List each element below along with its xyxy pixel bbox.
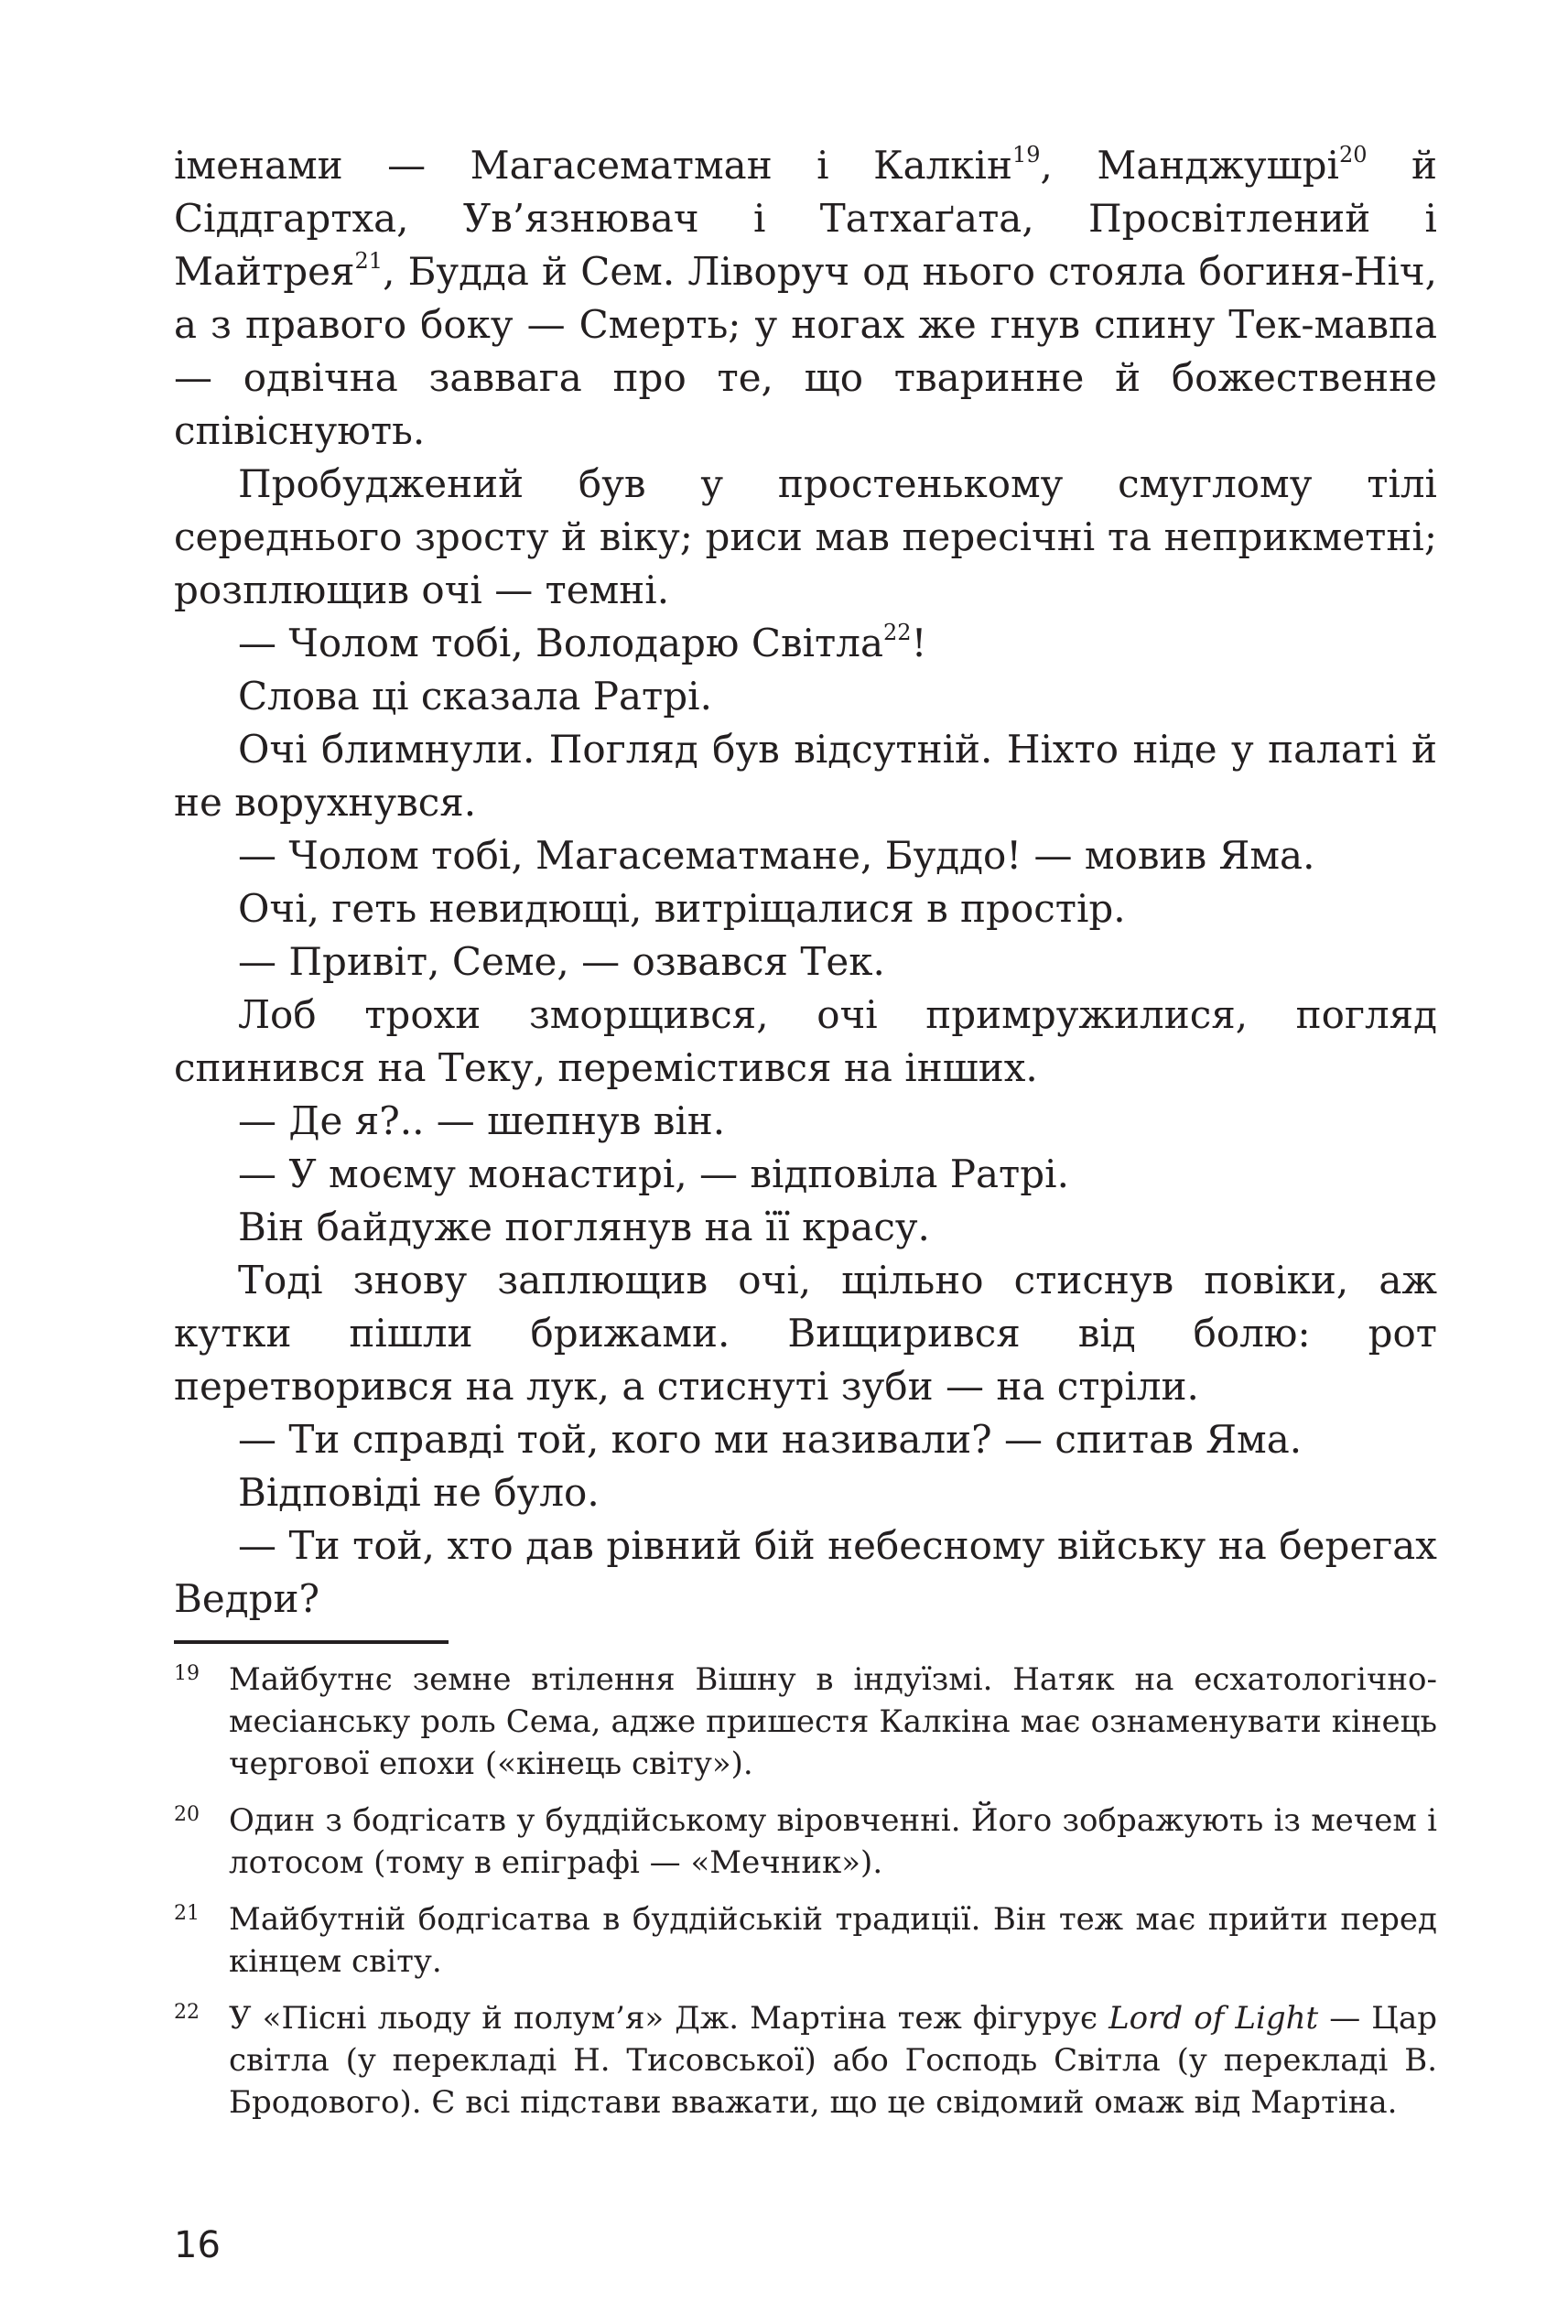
dialogue-line: — Ти справді той, кого ми називали? — спитав Яма. xyxy=(238,1417,1303,1462)
footnote-divider xyxy=(174,1640,449,1644)
paragraph: Очі, геть невидющі, витріщалися в простір. xyxy=(238,886,1126,931)
text-run: ! xyxy=(911,621,927,665)
dialogue-line: — Чолом тобі, Магасематмане, Буддо! — мовив Яма. xyxy=(238,833,1315,878)
dialogue-line: — Де я?.. — шепнув він. xyxy=(238,1098,726,1143)
paragraph: Відповіді не було. xyxy=(238,1470,600,1515)
footnote xyxy=(174,1997,1437,2124)
paragraph: Тоді знову заплющив очі, щільно стиснув повіки, аж кутки пішли брижами. Вищирився від болю: рот перетворився на лук, а стиснуті зуби — на стріли. xyxy=(174,1258,1437,1409)
footnote-number: 21 xyxy=(174,1902,200,1925)
footnote-number: 19 xyxy=(174,1662,200,1685)
italic-title: Lord of Light xyxy=(1108,2000,1319,2037)
text-run: — Чолом тобі, Володарю Світла xyxy=(238,621,884,665)
paragraph-continued xyxy=(174,139,1437,458)
paragraph: Лоб трохи зморщився, очі примружилися, погляд спинився на Теку, перемістився на інших. xyxy=(174,992,1437,1090)
dialogue-line: — Привіт, Семе, — озвався Тек. xyxy=(238,939,885,984)
footnotes xyxy=(174,1659,1437,2138)
footnote-ref-22[interactable]: 22 xyxy=(883,620,912,645)
footnote-number: 22 xyxy=(174,2001,200,2024)
paragraph: Слова ці сказала Ратрі. xyxy=(238,674,712,719)
footnote xyxy=(174,1800,1437,1884)
dialogue-line: — Ти той, хто дав рівний бій небесному війську на берегах Ведри? xyxy=(174,1523,1437,1621)
text-run: й Сіддгартха, Ув’язнювач і Татхаґата, Просвітлений і Майтрея xyxy=(174,143,1437,294)
text-run: іменами — Магасематман і Калкін xyxy=(174,143,1012,188)
footnote xyxy=(174,1898,1437,1983)
footnote-ref-20[interactable]: 20 xyxy=(1338,142,1368,168)
paragraph: Він байдуже поглянув на її красу. xyxy=(238,1205,930,1249)
footnote-ref-19[interactable]: 19 xyxy=(1011,142,1041,168)
footnote-text: Один з бодгісатв у буддійському віровченні. Його зображують із мечем і лотосом (тому в епіграфі — «Мечник»). xyxy=(229,1802,1437,1881)
footnote-ref-21[interactable]: 21 xyxy=(354,248,384,274)
paragraph: Пробуджений був у простенькому смуглому тілі середнього зросту й віку; риси мав пересічні та неприкметні; розплющив очі — темні. xyxy=(174,461,1437,612)
footnote-number: 20 xyxy=(174,1803,200,1826)
page-number: 16 xyxy=(174,2224,221,2266)
footnote-text: Майбутній бодгісатва в буддійській традиції. Він теж має прийти перед кінцем світу. xyxy=(229,1901,1437,1980)
main-text xyxy=(174,139,1437,1626)
dialogue-line xyxy=(174,617,1437,670)
text-run: У «Пісні льоду й полум’я» Дж. Мартіна теж фігурує xyxy=(229,2000,1109,2037)
paragraph: Очі блимнули. Погляд був відсутній. Ніхто ніде у палаті й не ворухнувся. xyxy=(174,727,1437,825)
text-run: — Цар світла (у перекладі Н. Тисовської) або Господь Світла (у перекладі В. Бродового). Є всі підстави вважати, що це свідомий омаж від Мартіна. xyxy=(229,2000,1437,2121)
footnote xyxy=(174,1659,1437,1785)
footnote-text: Майбутнє земне втілення Вішну в індуїзмі. Натяк на есхатологічно-месіанську роль Сема, адже пришестя Калкіна має ознаменувати кінець чергової епохи («кінець світу»). xyxy=(229,1661,1437,1782)
text-run: , Манджушрі xyxy=(1040,143,1339,188)
dialogue-line: — У моєму монастирі, — відповіла Ратрі. xyxy=(238,1151,1069,1196)
footnote-text xyxy=(229,2000,1437,2121)
text-run: , Будда й Сем. Ліворуч од нього стояла богиня-Ніч, а з правого боку — Смерть; у ногах же гнув спину Тек-мавпа — одвічна заввага про те, що тваринне й божественне співіснують. xyxy=(174,249,1437,453)
